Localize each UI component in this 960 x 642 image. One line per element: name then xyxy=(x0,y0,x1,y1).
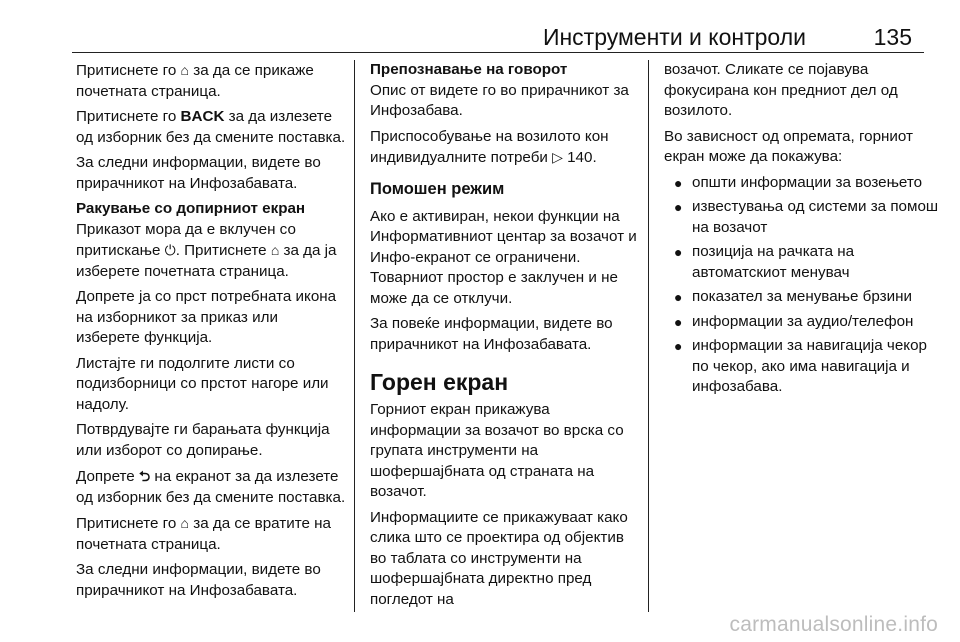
bullet-icon: ● xyxy=(674,174,683,191)
paragraph: Информациите се прикажуваат како слика што се проектира од објектив во таблата со инструменти на шофершајбната директно пред погледот на xyxy=(370,508,628,608)
back-key-label: BACK xyxy=(180,108,225,125)
section-heading: Помошен режим xyxy=(370,179,505,198)
paragraph: Притиснете го BACK за да излезете од изборник без да смените поставка. xyxy=(76,108,346,146)
list-item: ● информации за аудио/телефон xyxy=(664,312,940,333)
paragraph: Ако е активиран, некои функции на Информативниот центар за возачот и Инфо-екранот се ограничени. Товарниот простор е заклучен и не може да се отклучи. xyxy=(370,207,637,307)
reference-arrow-icon: ▷ xyxy=(552,149,563,165)
list-item: ● општи информации за возењето xyxy=(664,173,940,194)
paragraph: За следни информации, видете во прирачникот на Инфозабавата. xyxy=(76,154,321,192)
chapter-heading: Горен екран xyxy=(370,369,509,395)
list-item: ● позиција на рачката на автоматскиот менувач xyxy=(674,243,855,281)
paragraph: Во зависност од опремата, горниот екран може да покажува: xyxy=(664,127,913,165)
column-2 xyxy=(370,60,638,615)
paragraph: Опис от видете го во прирачникот за Инфозабава. xyxy=(370,81,629,119)
power-icon: ⏻ xyxy=(164,242,176,258)
bullet-icon: ● xyxy=(674,338,683,354)
bullet-icon: ● xyxy=(674,244,683,260)
page-number: 135 xyxy=(873,24,912,50)
section-heading: Ракување со допирниот екран xyxy=(76,200,306,217)
paragraph: Допрете ја со прст потребната икона на изборникот за приказ или изберете функција. xyxy=(76,288,337,346)
list-item: ● известувања од системи за помош на возачот xyxy=(674,198,939,236)
bullet-icon: ● xyxy=(674,313,683,330)
paragraph: За следни информации, видете во прирачникот на Инфозабавата. xyxy=(76,561,321,599)
bullet-list xyxy=(664,173,940,398)
page-header xyxy=(72,0,924,53)
back-arrow-icon: ⮌ xyxy=(138,468,151,484)
paragraph: Приказот мора да е вклучен со притискање ⏻. Притиснете ⌂ за да ја изберете почетната страница. xyxy=(76,220,337,280)
home-icon: ⌂ xyxy=(270,242,280,258)
column-divider-2 xyxy=(648,60,649,612)
column-1 xyxy=(76,60,346,606)
paragraph: Потврдувајте ги барањата функција или изборот со допирање. xyxy=(76,421,330,459)
paragraph: Приспособување на возилото кон индивидуалните потреби ▷ 140. xyxy=(370,127,609,166)
column-3 xyxy=(664,60,940,402)
paragraph: Притиснете го ⌂ за да се вратите на почетната страница. xyxy=(76,515,332,553)
home-icon: ⌂ xyxy=(180,62,190,78)
column-divider-1 xyxy=(354,60,355,612)
paragraph: Листајте ги подолгите листи со подизборници со прстот нагоре или надолу. xyxy=(76,354,329,413)
bullet-icon: ● xyxy=(674,199,683,215)
paragraph: Допрете ⮌ на екранот за да излезете од изборник без да смените поставка. xyxy=(76,468,346,506)
bullet-icon: ● xyxy=(674,289,683,305)
paragraph: За повеќе информации, видете во прирачникот на Инфозабавата. xyxy=(370,315,613,353)
paragraph: возачот. Сликате се појавува фокусирана кон предниот дел од возилото. xyxy=(664,61,898,119)
paragraph: Притиснете го ⌂ за да се прикаже почетната страница. xyxy=(76,62,314,100)
home-icon: ⌂ xyxy=(180,515,190,531)
list-item: ● информации за навигација чекор по чекор, ако има навигација и инфозабава. xyxy=(674,337,927,395)
page-title: Инструменти и контроли xyxy=(542,24,806,50)
watermark: carmanualsonline.info xyxy=(729,613,938,636)
paragraph: Горниот екран прикажува информации за возачот во врска со групата инструменти на шофершајбната од страната на возачот. xyxy=(370,401,624,500)
list-item: ● показател за менување брзини xyxy=(664,287,940,308)
section-heading: Препознавање на говорот xyxy=(370,61,568,78)
